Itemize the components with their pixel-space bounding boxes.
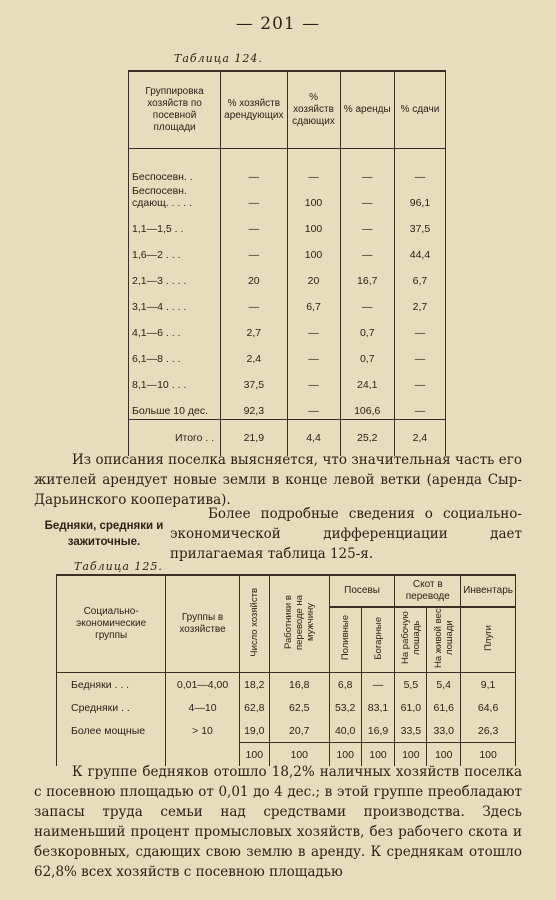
t124-cell: 37,5	[394, 211, 445, 237]
t125-row-middle	[57, 696, 516, 719]
t124-cell: 44,4	[394, 237, 445, 263]
t125-cell: 5,5	[395, 673, 427, 697]
t125-cell: 33,5	[395, 719, 427, 743]
t125-cell: 61,0	[395, 696, 427, 719]
t124-total-label: Итого . .	[129, 420, 221, 457]
t124-cell: 16,7	[340, 263, 394, 289]
t124-cell: 100	[287, 237, 340, 263]
t124-header-renting-pct: % хозяйств арендующих	[221, 71, 287, 149]
page-number: — 201 —	[235, 14, 321, 34]
t125-cell: > 10	[166, 719, 240, 743]
t124-cell: 96,1	[394, 185, 445, 211]
t124-cell: —	[394, 149, 445, 186]
t124-row-label: 1,6—2 . . .	[129, 237, 221, 263]
t125-total-cell: 100	[269, 743, 329, 767]
t124-row-label: 6,1—8 . . .	[129, 341, 221, 367]
t125-cell: 16,9	[361, 719, 395, 743]
t125-header-livestock: Скот в переводе	[395, 575, 461, 607]
t125-total-cell: 100	[361, 743, 395, 767]
t125-total-cell: 100	[427, 743, 461, 767]
t124-total-cell: 21,9	[221, 420, 287, 457]
t124-row	[129, 149, 446, 186]
t125-cell: 6,8	[329, 673, 361, 697]
t124-cell: —	[394, 367, 445, 393]
t124-cell: —	[221, 149, 287, 186]
t125-cell: Бедняки . . .	[57, 673, 166, 697]
paragraph-1: Из описания поселка выясняется, что значительная часть его жителей арендует новые земли в конце левой ветки (аренда Сыр-Дарьинского кооператива).	[34, 452, 522, 508]
table-125-caption: Таблица 125.	[74, 560, 163, 573]
t124-cell: 6,7	[394, 263, 445, 289]
t124-row-label: 1,1—1,5 . .	[129, 211, 221, 237]
paragraph-3: К группе бедняков отошло 18,2% наличных хозяйств поселка с посевною площадью от 0,01 до 4 дес.; в этой группе преобладают запасы труда семьи над средствами производства. Здесь наименьший процент промысловых хозяйств, без рабочего скота и безкоровных, сдающих свою землю в аренду. К среднякам отошло 62,8% всех хозяйств с посевною площадью	[34, 764, 522, 880]
t124-cell: —	[287, 341, 340, 367]
t124-cell: 2,7	[394, 289, 445, 315]
t124-row-label: 3,1—4 . . . .	[129, 289, 221, 315]
t124-total-cell: 4,4	[287, 420, 340, 457]
side-heading: Бедняки, средняки и зажиточные.	[44, 520, 164, 548]
t125-header-inventory: Инвентарь	[461, 575, 516, 607]
t125-header-ploughs: Плуги	[482, 625, 494, 651]
t124-row	[129, 367, 446, 393]
t124-cell: —	[340, 237, 394, 263]
t124-row	[129, 289, 446, 315]
t124-cell: —	[394, 393, 445, 420]
t124-row-label: Больше 10 дес.	[129, 393, 221, 420]
t125-cell: 62,5	[269, 696, 329, 719]
t124-row	[129, 315, 446, 341]
t124-cell: 100	[287, 185, 340, 211]
t124-row-label: Беспосевн. сдающ. . . . .	[129, 185, 221, 211]
t125-cell: 53,2	[329, 696, 361, 719]
t125-header-live-weight: На живой вес лошади	[432, 608, 455, 668]
t124-row	[129, 341, 446, 367]
t125-cell: 5,4	[427, 673, 461, 697]
t124-cell: 37,5	[221, 367, 287, 393]
t124-row	[129, 185, 446, 211]
t124-cell: 106,6	[340, 393, 394, 420]
t125-cell: 4—10	[166, 696, 240, 719]
t124-row	[129, 211, 446, 237]
table-124-body	[129, 149, 446, 420]
t124-row	[129, 263, 446, 289]
t125-cell: 64,6	[461, 696, 516, 719]
t125-cell: 33,0	[427, 719, 461, 743]
paragraph-2: Более подробные сведения о социально-экономической дифференциации дает прилагаемая таблица 125-я.	[170, 506, 522, 562]
t124-row-label: 4,1—6 . . .	[129, 315, 221, 341]
t125-cell: 19,0	[239, 719, 269, 743]
t124-header-leasing-pct: % хозяйств сдающих	[287, 71, 340, 149]
t125-header-work-horses: На рабочую лошадь	[399, 611, 422, 665]
t125-cell: 83,1	[361, 696, 395, 719]
t124-cell: —	[221, 211, 287, 237]
t124-cell: 0,7	[340, 315, 394, 341]
t125-header-social-groups: Социально-экономические группы	[57, 575, 166, 673]
t125-row-poor	[57, 673, 516, 697]
t124-cell: 2,4	[221, 341, 287, 367]
t125-cell: —	[361, 673, 395, 697]
t125-cell: 62,8	[239, 696, 269, 719]
t125-total-cell: 100	[329, 743, 361, 767]
t124-cell: —	[287, 315, 340, 341]
t125-cell: 0,01—4,00	[166, 673, 240, 697]
t124-cell: —	[340, 149, 394, 186]
t125-header-num-farms: Число хозяйств	[248, 587, 260, 657]
t125-cell: 9,1	[461, 673, 516, 697]
t124-header-group: Группировка хозяйств по посевной площади	[129, 71, 221, 149]
t125-header-farm-groups: Группы в хозяйстве	[166, 575, 240, 673]
t124-cell: —	[340, 211, 394, 237]
t124-row-label: 8,1—10 . . .	[129, 367, 221, 393]
t125-cell: 16,8	[269, 673, 329, 697]
t125-header-workers: Работники в переводе на мужчину	[282, 594, 316, 650]
t124-cell: —	[394, 341, 445, 367]
t125-cell: 40,0	[329, 719, 361, 743]
t125-cell: 61,6	[427, 696, 461, 719]
t125-total-cell: 100	[239, 743, 269, 767]
t125-header-irrigated: Поливные	[339, 615, 351, 661]
t124-cell: —	[340, 185, 394, 211]
t124-cell: —	[287, 393, 340, 420]
t125-header-sowing: Посевы	[329, 575, 395, 607]
t125-header-dry: Богарные	[372, 616, 384, 660]
t124-cell: 6,7	[287, 289, 340, 315]
t124-total-cell: 25,2	[340, 420, 394, 457]
t124-cell: 20	[221, 263, 287, 289]
t124-row-label: 2,1—3 . . . .	[129, 263, 221, 289]
t124-cell: —	[221, 185, 287, 211]
table-124	[128, 70, 446, 456]
t124-header-rent-pct: % аренды	[340, 71, 394, 149]
t125-total-cell: 100	[395, 743, 427, 767]
t124-row	[129, 237, 446, 263]
t124-header-lease-pct: % сдачи	[394, 71, 445, 149]
t125-cell: 20,7	[269, 719, 329, 743]
t124-row-label: Беспосевн. .	[129, 149, 221, 186]
t124-cell: 0,7	[340, 341, 394, 367]
t125-row-wealthy	[57, 719, 516, 743]
t124-cell: 24,1	[340, 367, 394, 393]
t125-cell: 26,3	[461, 719, 516, 743]
t124-row	[129, 393, 446, 420]
t124-cell: —	[340, 289, 394, 315]
t124-cell: —	[287, 149, 340, 186]
t124-cell: —	[221, 237, 287, 263]
t124-cell: 20	[287, 263, 340, 289]
t124-total-cell: 2,4	[394, 420, 445, 457]
t124-cell: 2,7	[221, 315, 287, 341]
t124-cell: 92,3	[221, 393, 287, 420]
t124-cell: —	[221, 289, 287, 315]
t125-total-cell: 100	[461, 743, 516, 767]
table-125	[56, 574, 516, 766]
t124-cell: 100	[287, 211, 340, 237]
t124-cell: —	[287, 367, 340, 393]
t125-cell: Более мощные	[57, 719, 166, 743]
t125-cell: Средняки . .	[57, 696, 166, 719]
t124-cell: —	[394, 315, 445, 341]
t125-cell: 18,2	[239, 673, 269, 697]
table-124-caption: Таблица 124.	[174, 52, 263, 65]
